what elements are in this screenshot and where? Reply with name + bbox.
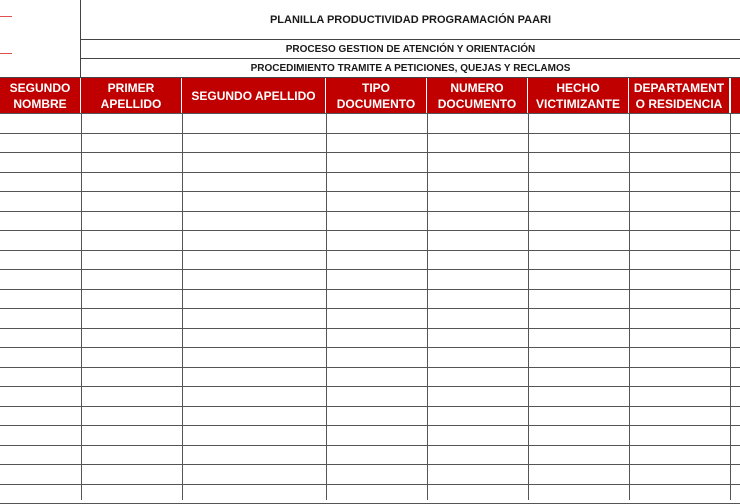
column-header-hecho-victimizante[interactable]: HECHO VICTIMIZANTE [528, 78, 629, 113]
logo-area [0, 0, 81, 78]
table-body [0, 113, 740, 500]
procedure-label: PROCEDIMIENTO TRAMITE A PETICIONES, QUEJAS Y RECLAMOS [81, 59, 740, 78]
column-header-segundo-nombre[interactable]: SEGUNDO NOMBRE [0, 78, 81, 113]
logo-mark-top [0, 16, 12, 17]
column-header-segundo-apellido[interactable]: SEGUNDO APELLIDO [182, 78, 326, 113]
sheet-title: PLANILLA PRODUCTIVIDAD PROGRAMACIÓN PAARI [81, 0, 740, 40]
logo-mark-bottom [0, 53, 12, 54]
table-column-divider [182, 113, 183, 500]
column-header-tipo-documento[interactable]: TIPO DOCUMENTO [326, 78, 427, 113]
table-column-divider [81, 113, 82, 500]
table-column-divider [528, 113, 529, 500]
table-column-divider [326, 113, 327, 500]
column-header-departamento-residencia[interactable]: DEPARTAMENT O RESIDENCIA [629, 78, 730, 113]
table-column-divider [730, 113, 731, 500]
column-header-numero-documento[interactable]: NUMERO DOCUMENTO [427, 78, 528, 113]
table-column-divider [629, 113, 630, 500]
table-column-divider [427, 113, 428, 500]
column-header-partial[interactable] [730, 78, 740, 113]
column-header-primer-apellido[interactable]: PRIMER APELLIDO [81, 78, 182, 113]
table-header-row [0, 78, 740, 113]
process-label: PROCESO GESTION DE ATENCIÓN Y ORIENTACIÓN [81, 40, 740, 59]
